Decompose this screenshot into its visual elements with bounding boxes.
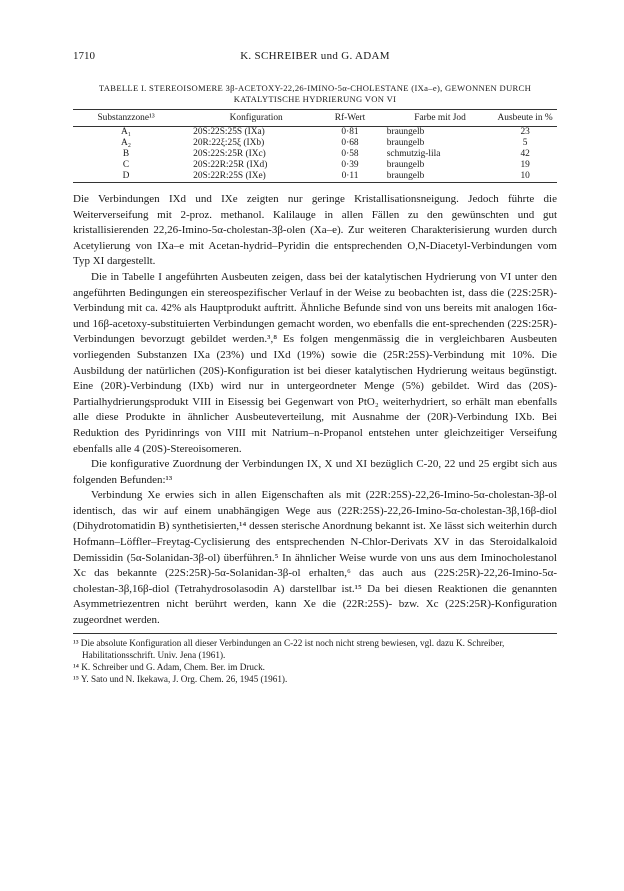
cell-ausbeute: 42 (520, 149, 530, 159)
running-head-authors: K. SCHREIBER und G. ADAM (240, 50, 390, 62)
cell-rf: 0·11 (341, 171, 359, 181)
cell-zone: A₁ (121, 127, 132, 137)
cell-ausbeute: 19 (520, 160, 530, 170)
cell-farbe: braungelb (386, 160, 425, 170)
header-ausbeute: Ausbeute in % (497, 113, 553, 123)
table-caption (73, 83, 557, 105)
paragraph: Verbindung Xe erwies sich in allen Eigenschaften als mit (22R:25S)-22,26-Imino-5α-cholestan-3β-ol identisch, das wir auf einem unabhängigen Wege aus (22R:25S)-22,26-Imino-5α-cholestan-3β,16β-diol (Dihydrotomatidin B) synthetisierten,¹⁴ dessen sterische Anordnung bekannt ist. Xe lässt sich weiterhin durch Hofmann–Löffler–Freytag-Cyclisierung des entsprechenden N-Chlor-Derivats XV in das Steroidalkaloid Demissidin (5α-Solanidan-3β-ol) überführen.⁵ In ähnlicher Weise wurde von uns aus dem Iminocholestanol Xc das bekannte (22S:25R)-5α-Solanidan-3β-ol erhalten,⁶ das auch aus (22S:25R)-22,26-Imino-5α-cholestan-3β,16β-diol (Tetrahydrosolasodin A) darstellbar ist.¹⁵ Da bei diesen Reaktionen die genannten Asymmetriezentren nicht berührt werden, kann Xe die (22R:25S)- bzw. Xc (22S:25R)-Konfiguration zugeordnet werden. (73, 489, 557, 627)
table-caption-line-1: TABELLE I. STEREOISOMERE 3β-ACETOXY-22,26-IMINO-5α-CHOLESTANE (IXa–e), GEWONNEN DURCH (98, 83, 532, 93)
cell-ausbeute: 23 (520, 127, 530, 137)
cell-farbe: braungelb (386, 127, 425, 137)
header-rf-wert: Rf-Wert (334, 113, 366, 123)
table-bottom-rule (73, 182, 557, 183)
footnote: ¹⁴ K. Schreiber und G. Adam, Chem. Ber. im Druck. (73, 662, 265, 673)
footnote: ¹³ Die absolute Konfiguration all dieser Verbindungen an C-22 ist noch nicht streng bewiesen, vgl. dazu K. Schreiber, Habilitationsschrift. Univ. Jena (1961). (73, 637, 505, 660)
paragraph: Die Verbindungen IXd und IXe zeigten nur geringe Kristallisationsneigung. Jedoch führte die Weiterverseifung mit 2-proz. methanol. Kalilauge in allen Fällen zu den gewünschten und gut kristallisierenden 22,26-Imino-5α-cholestan-3β-olen (Xa–e). Zur weiteren Charakterisierung wurden durch Acetylierung von IXa–e mit Acetan-hydrid–Pyridin die entsprechenden O,N-Diacetyl-Verbindungen vom Typ XI dargestellt. (73, 193, 557, 268)
footnote-rule (73, 633, 557, 634)
header-farbe: Farbe mit Jod (414, 113, 466, 123)
cell-konfiguration: 20S:22S:25R (IXc) (193, 149, 266, 159)
table-row (73, 138, 557, 149)
cell-konfiguration: 20S:22R:25R (IXd) (193, 160, 268, 170)
cell-zone: B (122, 149, 130, 159)
cell-rf: 0·39 (341, 160, 359, 170)
cell-farbe: schmutzig-lila (386, 149, 441, 159)
paragraph: Die konfigurative Zuordnung der Verbindungen IX, X und XI bezüglich C-20, 22 und 25 ergibt sich aus folgenden Befunden:¹³ (73, 458, 557, 486)
cell-zone: A₂ (121, 138, 132, 148)
table-row (73, 127, 557, 138)
cell-ausbeute: 10 (520, 171, 530, 181)
paragraph: Die in Tabelle I angeführten Ausbeuten zeigen, dass bei der katalytischen Hydrierung von VI unter den angeführten Bedingungen ein stereospezifischer Verlauf in der Weise zu beobachten ist, dass die (22S:25R)-Verbindung mit ca. 42% als Hauptprodukt auftritt. Ähnliche Befunde sind von uns bereits mit analogen 16α- und 16β-acetoxy-substituierten Verbindungen gemacht worden, wo ebenfalls die ent-sprechenden (22S:25R)-Verbindungen bevorzugt gebildet werden.³,⁸ Es folgen mengenmässig die in vergleichbaren Ausbeuten vorliegenden Substanzen IXa (23%) und IXd (19%) sowie die (25R:25S)-Verbindung mit 10%. Die Ausbildung der natürlichen (20S)-Konfiguration ist bei dieser katalytischen Hydrierung weitaus begünstigt. Eine (20R)-Verbindung (IXb) wird nur in untergeordneter Menge (5%) gebildet. Wird das (20S)-Partialhydrierungsprodukt VIII in Eisessig bei Gegenwart von PtO₂ weiterhydriert, so erhält man ebenfalls alle diese Produkte in ähnlicher Ausbeuteverteilung, mit Ausnahme der (20R)-Verbindung IXb. Bei Reduktion des Pyridinrings von VIII mit Natrium–n-Propanol entstehen unter gleichzeitiger Verseifung ebenfalls alle 4 (20S)-Stereoisomeren. (73, 270, 557, 455)
cell-rf: 0·58 (341, 149, 359, 159)
journal-page (73, 50, 557, 685)
footnote: ¹⁵ Y. Sato und N. Ikekawa, J. Org. Chem. 26, 1945 (1961). (73, 674, 288, 685)
footnotes (73, 633, 557, 686)
cell-ausbeute: 5 (522, 138, 528, 148)
data-table-wrapper (73, 109, 557, 183)
table-row (73, 171, 557, 182)
table-row (73, 149, 557, 160)
cell-zone: D (122, 171, 130, 181)
data-table (73, 110, 557, 182)
cell-konfiguration: 20S:22S:25S (IXa) (193, 127, 265, 137)
cell-zone: C (122, 160, 130, 170)
header-substanzzone: Substanzzone¹³ (97, 113, 155, 123)
table-header-row (73, 110, 557, 126)
running-head (73, 50, 557, 66)
cell-farbe: braungelb (386, 138, 425, 148)
cell-rf: 0·81 (341, 127, 359, 137)
table-caption-line-2: KATALYTISCHE HYDRIERUNG VON VI (233, 94, 397, 104)
page-number: 1710 (73, 50, 95, 62)
header-konfiguration: Konfiguration (229, 113, 283, 123)
cell-konfiguration: 20S:22R:25S (IXe) (193, 171, 266, 181)
cell-farbe: braungelb (386, 171, 425, 181)
table-row (73, 160, 557, 171)
cell-rf: 0·68 (341, 138, 359, 148)
body-text (73, 192, 557, 629)
cell-konfiguration: 20R:22ξ:25ξ (IXb) (193, 138, 265, 148)
